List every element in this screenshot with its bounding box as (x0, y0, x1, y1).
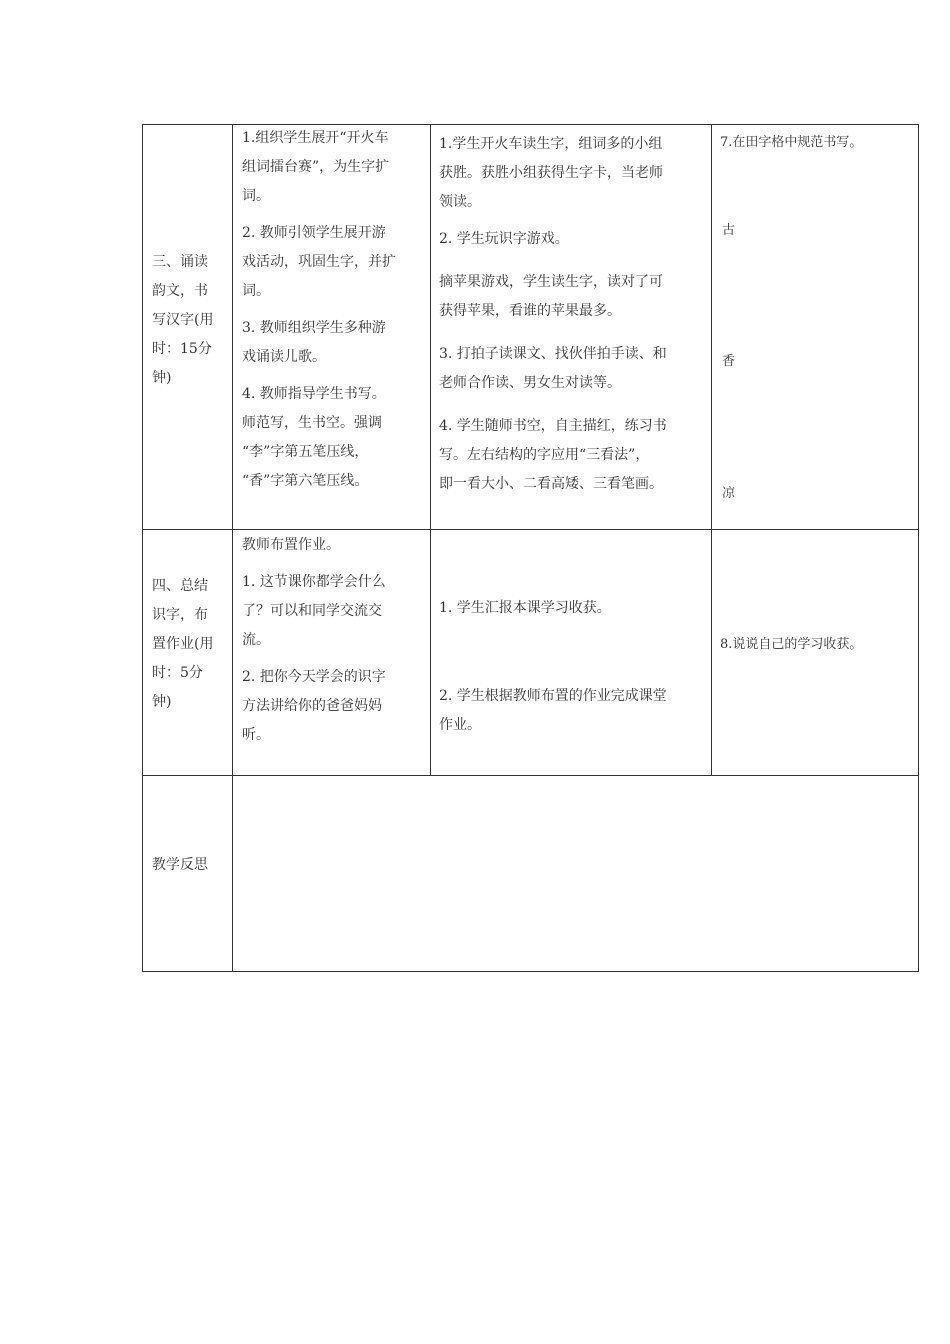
text-line: 了？可以和同学交流交 (242, 603, 382, 619)
practice-instruction: 7.在田字格中规范书写。 (720, 135, 863, 150)
row1-practice-cell (720, 128, 916, 157)
text-line: 戏诵读儿歌。 (242, 349, 326, 365)
row1-stage-line: 钟) (152, 370, 172, 386)
table-column-divider-3 (711, 124, 712, 776)
text-line: 1. 这节课你都学会什么 (242, 574, 386, 590)
text-line: 戏活动，巩固生字，并扩 (242, 254, 396, 270)
text-line: 流。 (242, 632, 270, 648)
reflection-label: 教学反思 (152, 857, 208, 873)
text-line: 师范写，生书空。强调 (242, 415, 382, 431)
teacher-step-4 (242, 380, 428, 496)
row2-student-cell-2 (439, 682, 707, 740)
row1-teacher-cell (242, 124, 428, 496)
student-step-2 (439, 682, 707, 740)
row1-stage-cell (152, 248, 228, 393)
text-line: 组词擂台赛”，为生字扩 (242, 159, 390, 175)
text-line: 即一看大小、二看高矮、三看笔画。 (439, 476, 663, 492)
text-line: 1.组织学生展开“开火车 (242, 130, 389, 146)
reflection-content (242, 781, 912, 967)
student-step-game (439, 268, 707, 326)
teacher-step-3 (242, 314, 428, 372)
row1-stage-line: 三、诵读 (152, 254, 208, 270)
text-line: 3. 打拍子读课文、找伙伴拍手读、和 (439, 346, 667, 362)
student-step-2 (439, 225, 707, 254)
row2-student-cell (439, 594, 707, 623)
text-line: “香”字第六笔压线。 (242, 473, 369, 489)
teacher-step-2 (242, 663, 428, 750)
text-line: 词。 (242, 283, 270, 299)
text-line: 词。 (242, 188, 270, 204)
teacher-step-1 (242, 568, 428, 655)
practice-character: 古 (722, 223, 736, 238)
row2-stage-line: 钟) (152, 694, 172, 710)
text-line: 4. 学生随师书空，自主描红，练习书 (439, 418, 667, 434)
text-line: 摘苹果游戏，学生读生字，读对了可 (439, 274, 663, 290)
text-line: 写。左右结构的字应用“三看法”， (439, 447, 650, 463)
row2-teacher-cell (242, 531, 428, 750)
text-line: 作业。 (439, 717, 481, 733)
text-line: 2. 教师引领学生展开游 (242, 225, 386, 241)
text-line: 老师合作读、男女生对读等。 (439, 375, 621, 391)
row1-student-cell (439, 130, 707, 499)
text-line: 获胜。获胜小组获得生字卡，当老师 (439, 165, 663, 181)
text-line: 领读。 (439, 194, 481, 210)
table-border-left (142, 124, 143, 972)
text-line: 方法讲给你的爸爸妈妈 (242, 698, 382, 714)
teacher-step-1 (242, 124, 428, 211)
text-line: 获得苹果，看谁的苹果最多。 (439, 303, 621, 319)
row2-stage-line: 识字，布 (152, 607, 208, 623)
teacher-step-2 (242, 219, 428, 306)
row2-stage-line: 时：5分 (152, 665, 203, 681)
table-row-divider-1 (142, 529, 919, 530)
student-step-1 (439, 130, 707, 217)
teacher-intro: 教师布置作业。 (242, 537, 340, 553)
text-line: 1.学生开火车读生字，组词多的小组 (439, 136, 663, 152)
student-step-3 (439, 340, 707, 398)
text-line: 2. 学生根据教师布置的作业完成课堂 (439, 688, 667, 704)
student-step-1 (439, 594, 707, 623)
row1-stage-line: 时：15分 (152, 341, 212, 357)
row1-stage-line: 韵文，书 (152, 283, 208, 299)
row1-stage-line: 写汉字(用 (152, 312, 214, 328)
row2-stage-cell (152, 572, 228, 717)
practice-character: 凉 (722, 486, 736, 501)
table-column-divider-2 (430, 124, 431, 776)
practice-character: 香 (722, 354, 736, 369)
table-border-bottom (142, 971, 919, 972)
text-line: 4. 教师指导学生书写。 (242, 386, 386, 402)
text-line: 2. 把你今天学会的识字 (242, 669, 386, 685)
text-line: 2. 学生玩识字游戏。 (439, 231, 569, 247)
row2-practice-cell (720, 630, 916, 659)
text-line: 听。 (242, 727, 270, 743)
text-line: 1. 学生汇报本课学习收获。 (439, 600, 611, 616)
table-row-divider-2 (142, 775, 919, 776)
table-border-right (918, 124, 919, 972)
practice-instruction: 8.说说自己的学习收获。 (720, 637, 863, 652)
table-column-divider-1 (232, 124, 233, 972)
text-line: 3. 教师组织学生多种游 (242, 320, 386, 336)
text-line: “李”字第五笔压线， (242, 444, 369, 460)
student-step-4 (439, 412, 707, 499)
row2-stage-line: 四、总结 (152, 578, 208, 594)
row2-stage-line: 置作业(用 (152, 636, 214, 652)
